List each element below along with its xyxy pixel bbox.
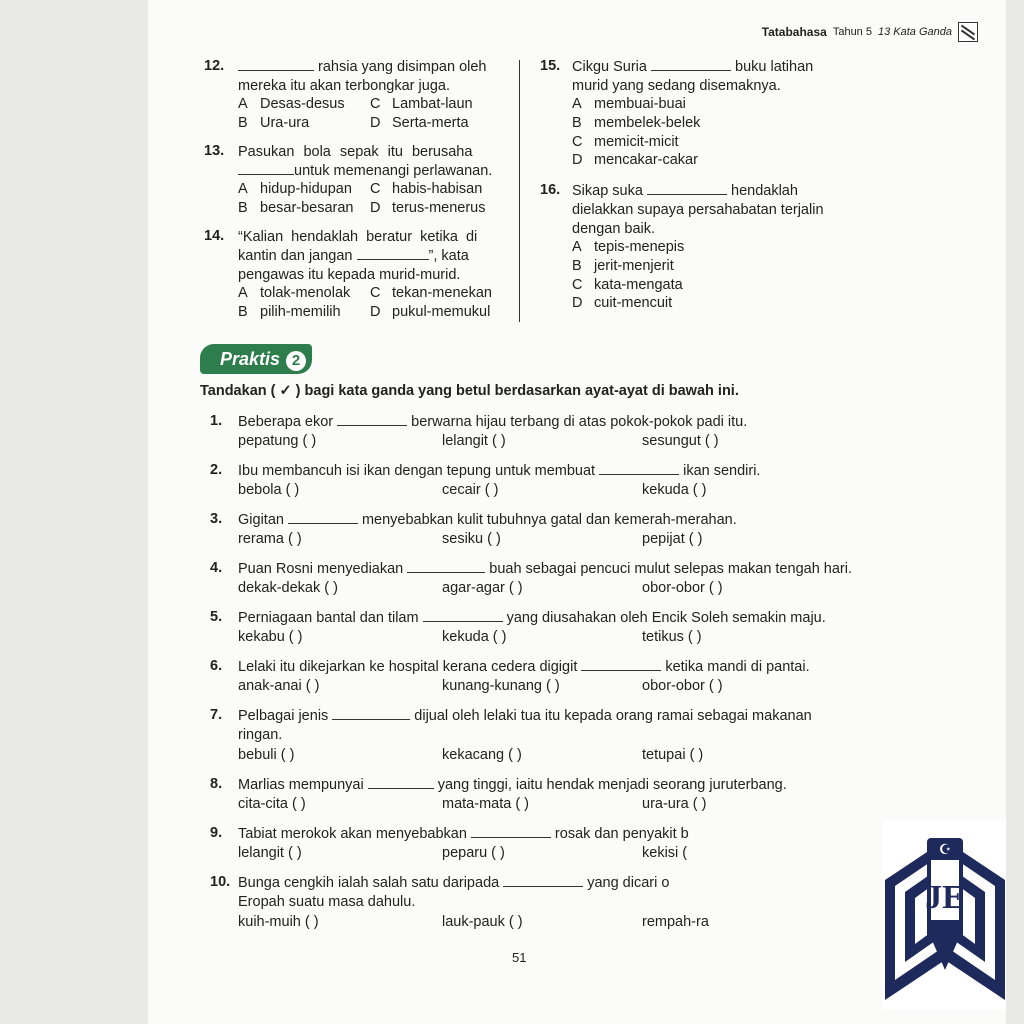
answer-blank[interactable]: [238, 58, 314, 71]
answer-blank[interactable]: [288, 511, 358, 524]
option[interactable]: B membelek-belek: [572, 115, 701, 131]
option[interactable]: C habis-habisan: [370, 181, 483, 197]
option[interactable]: C Lambat-laun: [370, 96, 473, 112]
svg-text:☪: ☪: [938, 842, 952, 858]
practice-sentence: Lelaki itu dikejarkan ke hospital kerana cedera digigit ketika mandi di pantai.: [238, 659, 810, 675]
option[interactable]: A membuai-buai: [572, 96, 686, 112]
tick-choice[interactable]: kuih-muih ( ): [238, 914, 319, 930]
tick-choice[interactable]: obor-obor ( ): [642, 678, 723, 694]
svg-text:JE: JE: [925, 879, 965, 916]
practice-sentence: Tabiat merokok akan menyebabkan rosak dan penyakit b: [238, 826, 689, 842]
tick-choice[interactable]: kekacang ( ): [442, 747, 522, 763]
answer-blank[interactable]: [337, 413, 407, 426]
practice-sentence: Perniagaan bantal dan tilam yang diusahakan oleh Encik Soleh semakin maju.: [238, 610, 826, 626]
option[interactable]: D mencakar-cakar: [572, 152, 698, 168]
page-number: 51: [512, 950, 527, 965]
question-text: kantin dan jangan ”, kata: [238, 248, 469, 264]
tick-choice[interactable]: pepatung ( ): [238, 433, 317, 449]
tick-choice[interactable]: kunang-kunang ( ): [442, 678, 560, 694]
practice-number: 4.: [210, 560, 223, 576]
practice-number: 3.: [210, 511, 223, 527]
tick-choice[interactable]: anak-anai ( ): [238, 678, 320, 694]
question-text: pengawas itu kepada murid-murid.: [238, 267, 461, 283]
tick-choice[interactable]: kekisi (: [642, 845, 688, 861]
practice-sentence: Ibu membancuh isi ikan dengan tepung untuk membuat ikan sendiri.: [238, 463, 761, 479]
answer-blank[interactable]: [471, 825, 551, 838]
tick-choice[interactable]: lelangit ( ): [442, 433, 506, 449]
tick-choice[interactable]: rempah-ra: [642, 914, 709, 930]
option[interactable]: C memicit-micit: [572, 134, 679, 150]
question-number: 14.: [204, 228, 225, 244]
tick-choice[interactable]: obor-obor ( ): [642, 580, 723, 596]
practice-number: 5.: [210, 609, 223, 625]
practice-sentence: Eropah suatu masa dahulu.: [238, 894, 416, 910]
question-text: Pasukan bola sepak itu berusaha: [238, 144, 473, 160]
question-text: murid yang sedang disemaknya.: [572, 78, 781, 94]
question-text: dielakkan supaya persahabatan terjalin: [572, 202, 824, 218]
answer-blank[interactable]: [599, 462, 679, 475]
tick-choice[interactable]: tetikus ( ): [642, 629, 702, 645]
tick-choice[interactable]: kekabu ( ): [238, 629, 303, 645]
option[interactable]: B besar-besaran: [238, 200, 354, 216]
tick-choice[interactable]: tetupai ( ): [642, 747, 704, 763]
tick-choice[interactable]: bebuli ( ): [238, 747, 295, 763]
tick-choice[interactable]: peparu ( ): [442, 845, 505, 861]
option[interactable]: A Desas-desus: [238, 96, 345, 112]
question-text: mereka itu akan terbongkar juga.: [238, 78, 450, 94]
tick-choice[interactable]: sesungut ( ): [642, 433, 719, 449]
answer-blank[interactable]: [332, 707, 410, 720]
practice-sentence: Beberapa ekor berwarna hijau terbang di atas pokok-pokok padi itu.: [238, 414, 748, 430]
tick-choice[interactable]: kekuda ( ): [642, 482, 707, 498]
worksheet-page: [148, 0, 1006, 1024]
tick-choice[interactable]: cita-cita ( ): [238, 796, 306, 812]
header-subject: Tatabahasa: [761, 25, 827, 39]
tick-choice[interactable]: agar-agar ( ): [442, 580, 523, 596]
practice-sentence: Pelbagai jenis dijual oleh lelaki tua itu kepada orang ramai sebagai makanan: [238, 708, 812, 724]
option[interactable]: B jerit-menjerit: [572, 258, 674, 274]
practice-number: 7.: [210, 707, 223, 723]
question-text: Sikap suka hendaklah: [572, 183, 798, 199]
practice-sentence: ringan.: [238, 727, 283, 743]
question-number: 16.: [540, 182, 561, 198]
practice-sentence: Puan Rosni menyediakan buah sebagai pencuci mulut selepas makan tengah hari.: [238, 561, 852, 577]
question-text: “Kalian hendaklah beratur ketika di: [238, 229, 478, 245]
instruction-text: Tandakan ( ✓ ) bagi kata ganda yang betul berdasarkan ayat-ayat di bawah ini.: [200, 383, 739, 399]
option[interactable]: B Ura-ura: [238, 115, 310, 131]
answer-blank[interactable]: [503, 874, 583, 887]
tick-choice[interactable]: lelangit ( ): [238, 845, 302, 861]
option[interactable]: C tekan-menekan: [370, 285, 492, 301]
school-crest-icon: [883, 820, 1006, 1010]
answer-blank[interactable]: [581, 658, 661, 671]
answer-blank[interactable]: [407, 560, 485, 573]
tick-choice[interactable]: rerama ( ): [238, 531, 302, 547]
tick-choice[interactable]: mata-mata ( ): [442, 796, 530, 812]
question-number: 15.: [540, 58, 561, 74]
answer-blank[interactable]: [368, 776, 434, 789]
option[interactable]: D Serta-merta: [370, 115, 469, 131]
option[interactable]: D cuit-mencuit: [572, 295, 673, 311]
praktis-badge: Praktis 2: [200, 344, 312, 374]
option[interactable]: A hidup-hidupan: [238, 181, 352, 197]
question-text: Cikgu Suria buku latihan: [572, 59, 814, 75]
option[interactable]: A tepis-menepis: [572, 239, 685, 255]
answer-blank[interactable]: [357, 247, 429, 260]
tick-choice[interactable]: sesiku ( ): [442, 531, 501, 547]
question-number: 12.: [204, 58, 225, 74]
practice-number: 2.: [210, 462, 223, 478]
answer-blank[interactable]: [647, 182, 727, 195]
practice-number: 1.: [210, 413, 223, 429]
tick-choice[interactable]: ura-ura ( ): [642, 796, 707, 812]
option[interactable]: C kata-mengata: [572, 277, 683, 293]
option[interactable]: A tolak-menolak: [238, 285, 351, 301]
practice-number: 9.: [210, 825, 223, 841]
book-corner-icon: [958, 22, 978, 42]
tick-choice[interactable]: cecair ( ): [442, 482, 499, 498]
practice-number: 10.: [210, 874, 231, 890]
option[interactable]: D terus-menerus: [370, 200, 486, 216]
header-chapter: 13 Kata Ganda: [877, 26, 952, 38]
practice-sentence: Bunga cengkih ialah salah satu daripada yang dicari o: [238, 875, 670, 891]
tick-choice[interactable]: bebola ( ): [238, 482, 300, 498]
tick-choice[interactable]: lauk-pauk ( ): [442, 914, 523, 930]
practice-number: 6.: [210, 658, 223, 674]
answer-blank[interactable]: [238, 162, 294, 175]
question-text: dengan baik.: [572, 221, 656, 237]
option[interactable]: D pukul-memukul: [370, 304, 491, 320]
tick-choice[interactable]: dekak-dekak ( ): [238, 580, 338, 596]
tick-choice[interactable]: pepijat ( ): [642, 531, 703, 547]
question-text: rahsia yang disimpan oleh: [238, 58, 487, 77]
answer-blank[interactable]: [423, 609, 503, 622]
tick-choice[interactable]: kekuda ( ): [442, 629, 507, 645]
header-year: Tahun 5: [832, 26, 872, 38]
question-number: 13.: [204, 143, 225, 159]
practice-sentence: Marlias mempunyai yang tinggi, iaitu hendak menjadi seorang juruterbang.: [238, 777, 787, 793]
practice-sentence: Gigitan menyebabkan kulit tubuhnya gatal dan kemerah-merahan.: [238, 512, 737, 528]
question-text: untuk memenangi perlawanan.: [238, 162, 492, 181]
practice-number: 8.: [210, 776, 223, 792]
answer-blank[interactable]: [651, 58, 731, 71]
column-divider: [519, 60, 520, 322]
page-header: [762, 22, 978, 42]
option[interactable]: B pilih-memilih: [238, 304, 341, 320]
